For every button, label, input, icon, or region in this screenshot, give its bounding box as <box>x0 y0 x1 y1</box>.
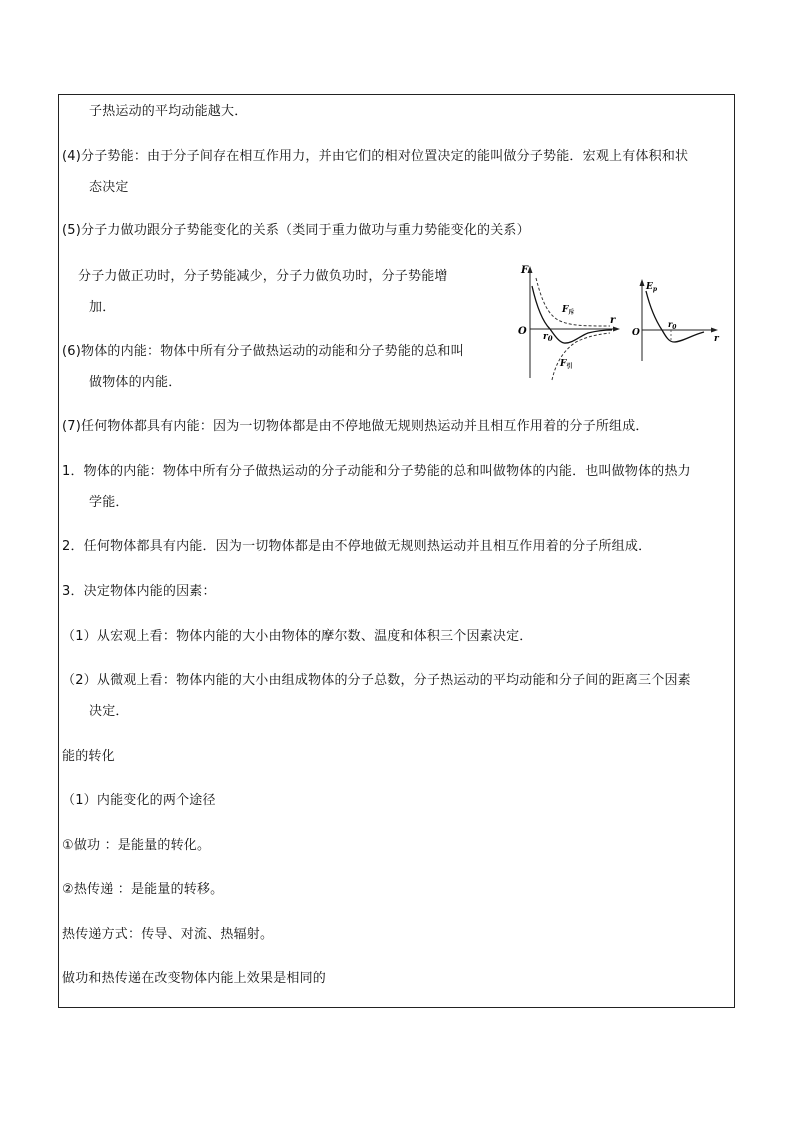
text-line: 热传递方式：传导、对流、热辐射。 <box>62 927 274 942</box>
r0-label: $r_0$ <box>668 319 677 331</box>
repulsive-force-curve <box>536 278 610 326</box>
text-line: （1）从宏观上看：物体内能的大小由物体的摩尔数、温度和体积三个因素决定． <box>62 629 533 644</box>
r0-label: $r_0$ <box>543 332 553 343</box>
text-line: 2．任何物体都具有内能．因为一切物体都是由不停地做无规则热运动并且相互作用着的分子所组成． <box>62 539 652 554</box>
origin-label: O <box>518 326 527 337</box>
y-axis-label: $E_p$ <box>646 282 658 293</box>
text-line: 学能． <box>89 495 129 510</box>
text-line: (7)任何物体都具有内能：因为一切物体都是由不停地做无规则热运动并且相互作用着的分子所组成． <box>62 419 649 434</box>
text-line: ①做功 ：是能量的转化。 <box>62 838 211 853</box>
attractive-force-label: $F_引$ <box>560 359 573 370</box>
text-line: （1）内能变化的两个途径 <box>62 793 216 808</box>
x-axis-label: r <box>610 315 616 326</box>
text-line: （2）从微观上看：物体内能的大小由组成物体的分子总数，分子热运动的平均动能和分子间的距离三个因素 <box>62 673 691 688</box>
text-line: 决定． <box>89 704 129 719</box>
text-line: 子热运动的平均动能越大． <box>89 104 248 119</box>
text-line: 3．决定物体内能的因素： <box>62 584 216 599</box>
text-line: 做功和热传递在改变物体内能上效果是相同的 <box>62 971 327 986</box>
force-distance-diagram <box>512 262 624 382</box>
text-line: 能的转化 <box>62 749 115 764</box>
repulsive-force-label: $F_斥$ <box>562 305 575 316</box>
force-diagram-axes <box>528 266 621 378</box>
potential-energy-diagram <box>630 277 722 365</box>
x-axis-label: r <box>714 334 719 344</box>
origin-label: O <box>632 328 640 338</box>
text-line: 做物体的内能． <box>89 375 182 390</box>
attractive-force-curve <box>552 333 610 380</box>
text-line: (4)分子势能：由于分子间存在相互作用力，并由它们的相对位置决定的能叫做分子势能．宏观上有体积和状 <box>62 149 689 164</box>
potential-energy-curve <box>646 291 704 342</box>
text-line: 分子力做正功时，分子势能减少，分子力做负功时，分子势能增 <box>78 269 448 284</box>
text-line: 1．物体的内能：物体中所有分子做热运动的分子动能和分子势能的总和叫做物体的内能．也叫做物体的热力 <box>62 464 691 479</box>
text-line: (5)分子力做功跟分子势能变化的关系（类同于重力做功与重力势能变化的关系） <box>62 223 530 238</box>
text-line: ②热传递 ：是能量的转移。 <box>62 882 224 897</box>
y-axis-label: F <box>521 265 529 276</box>
text-line: 加． <box>89 300 116 315</box>
text-line: (6)物体的内能：物体中所有分子做热运动的动能和分子势能的总和叫 <box>62 344 464 359</box>
text-line: 态决定 <box>89 180 129 195</box>
